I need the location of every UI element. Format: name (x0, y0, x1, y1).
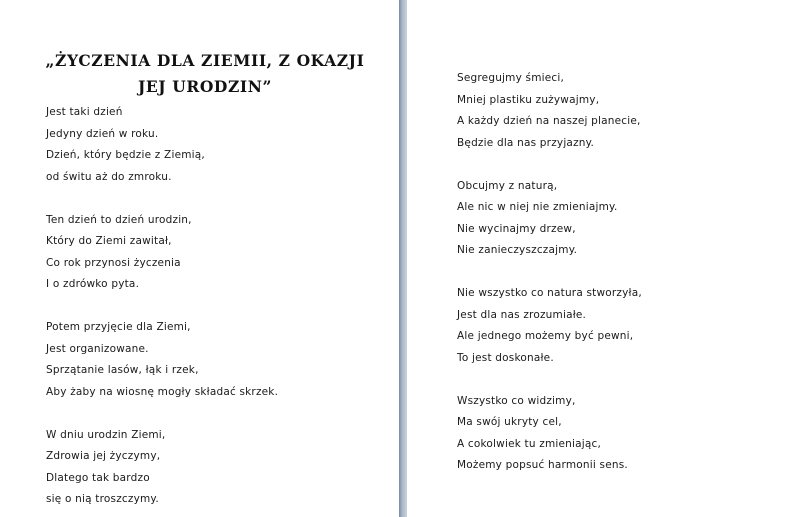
poem-line: To jest doskonałe. (457, 351, 554, 364)
poem-line: W dniu urodzin Ziemi, (46, 428, 166, 441)
poem-line: Który do Ziemi zawitał, (46, 235, 172, 247)
poem-line: Zdrowia jej życzymy, (46, 450, 161, 462)
poem-line: Ten dzień to dzień urodzin, (46, 213, 192, 226)
poem-line: Możemy popsuć harmonii sens. (457, 459, 628, 471)
left-page (0, 0, 399, 517)
poem-line: Ma swój ukryty cel, (457, 416, 562, 428)
poem-line: Nie wszystko co natura stworzyła, (457, 287, 642, 299)
poem-line: Ale jednego możemy być pewni, (457, 330, 634, 342)
poem-line: Jedyny dzień w roku. (46, 127, 159, 140)
poem-line: Mniej plastiku zużywajmy, (457, 93, 600, 106)
poem-line: Nie zanieczyszczajmy. (457, 244, 578, 256)
poem-line: Dzień, który będzie z Ziemią, (46, 149, 205, 161)
poem-line: Aby żaby na wiosnę mogły składać skrzek. (46, 385, 279, 398)
stanza (457, 283, 642, 369)
page-gutter (399, 0, 407, 517)
stanza (46, 102, 278, 188)
poem-title-line-2: JEJ URODZIN” (137, 77, 273, 96)
stanza (46, 425, 278, 511)
right-page (407, 0, 800, 517)
poem-line: Jest organizowane. (46, 342, 149, 355)
poem-line: Ale nic w niej nie zmieniajmy. (457, 201, 618, 213)
poem-line: Jest taki dzień (46, 106, 123, 118)
stanza (457, 68, 642, 154)
left-poem-body (46, 102, 278, 517)
poem-line: Jest dla nas zrozumiałe. (457, 308, 587, 321)
poem-line: Będzie dla nas przyjazny. (457, 136, 595, 149)
poem-line: I o zdrówko pyta. (46, 278, 140, 290)
poem-line: od świtu aż do zmroku. (46, 170, 172, 183)
poem-line: A każdy dzień na naszej planecie, (457, 115, 641, 127)
right-poem-body (457, 68, 642, 498)
stanza (46, 317, 278, 403)
poem-title-line-1: „ŻYCZENIA DLA ZIEMII, Z OKAZJI (45, 51, 365, 70)
poem-line: Sprzątanie lasów, łąk i rzek, (46, 364, 199, 376)
stanza (457, 391, 642, 477)
stanza (457, 176, 642, 262)
poem-line: Obcujmy z naturą, (457, 179, 558, 192)
poem-line: Segregujmy śmieci, (457, 72, 565, 84)
stanza (46, 210, 278, 296)
poem-line: Dlatego tak bardzo (46, 471, 150, 484)
poem-line: Nie wycinajmy drzew, (457, 222, 576, 235)
poem-line: Wszystko co widzimy, (457, 394, 576, 407)
poem-title (40, 48, 370, 100)
poem-line: Potem przyjęcie dla Ziemi, (46, 321, 191, 333)
poem-line: Co rok przynosi życzenia (46, 256, 181, 269)
poem-line: A cokolwiek tu zmieniając, (457, 437, 602, 450)
poem-line: się o nią troszczymy. (46, 493, 159, 505)
